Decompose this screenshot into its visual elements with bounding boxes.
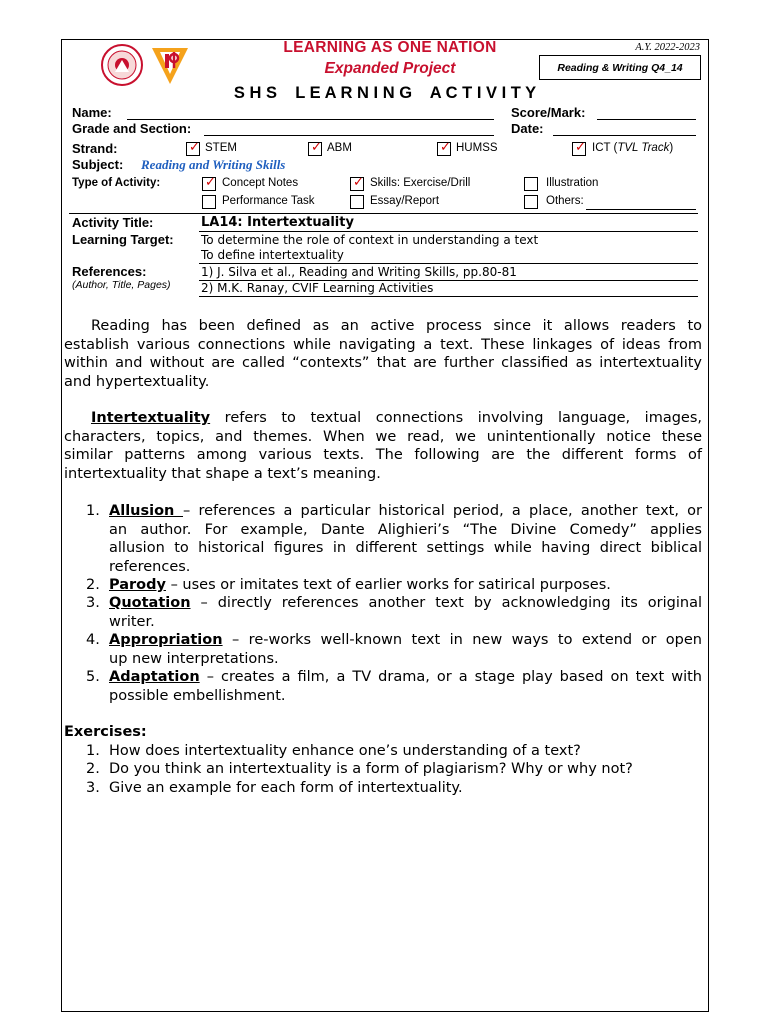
strand-humss-label: HUMSS (456, 142, 498, 154)
form-number: 2. (86, 577, 100, 593)
intertextuality-paragraph (64, 409, 702, 483)
activity-code-box (539, 55, 701, 80)
exercises-heading: Exercises: (64, 724, 147, 740)
allusion-term: Allusion (109, 503, 184, 519)
academic-year: A.Y. 2022-2023 (635, 42, 700, 53)
appropriation-term: Appropriation (109, 632, 223, 648)
name-label: Name: (72, 105, 112, 120)
intertextuality-line: characters, topics, and themes. When we read, we unintentionally notice these (64, 428, 702, 445)
page-title: LEARNING AS ONE NATION (283, 39, 497, 56)
check-icon: ✓ (311, 140, 322, 155)
parody-term: Parody (109, 577, 166, 593)
learning-target-underline (199, 263, 698, 264)
intro-line: and hypertextuality. (64, 373, 210, 390)
form-number: 3. (86, 595, 100, 611)
exercise-number: 1. (86, 743, 100, 759)
subject-value: Reading and Writing Skills (141, 157, 286, 172)
activity-heading: S H S L E A R N I N G A C T I V I T Y (233, 84, 537, 102)
intro-line: within and without are called “contexts” that are further classified as intertextuality (64, 355, 702, 371)
intertextuality-line: similar patterns among various texts. The following are the different forms of (64, 447, 702, 463)
learning-target-label: Learning Target: (72, 232, 174, 247)
learning-target-2: To define intertextuality (201, 248, 344, 262)
references-note: (Author, Title, Pages) (72, 279, 171, 291)
others-field[interactable] (586, 209, 696, 210)
quotation-term: Quotation (109, 595, 191, 611)
reference-2-underline (199, 296, 698, 297)
type-performance-task-checkbox[interactable] (202, 195, 216, 209)
strand-stem-label: STEM (205, 142, 237, 154)
form-item-appropriation: Appropriation – re-works well-known text in new ways to extend or open up new interpretations. (109, 632, 702, 667)
score-label: Score/Mark: (511, 105, 586, 120)
strand-abm-checkbox[interactable] (308, 142, 322, 156)
type-skills-checkbox[interactable] (350, 177, 364, 191)
school-seal-logo (101, 44, 143, 86)
exercise-number: 2. (86, 761, 100, 777)
type-others-checkbox[interactable] (524, 195, 538, 209)
strand-abm-label: ABM (327, 142, 352, 154)
score-field[interactable] (597, 119, 696, 120)
check-icon: ✓ (205, 175, 216, 190)
form-item-quotation: Quotation – directly references another text by acknowledging its original writer. (109, 595, 702, 630)
form-item-allusion: Allusion – references a particular historical period, a place, another text, or an author. For example, Dante Alighieri’s “The Divine Comedy” applies allusion to historical figures in different settings while having direct biblical references. (109, 503, 702, 575)
check-icon: ✓ (440, 140, 451, 155)
intertextuality-term: Intertextuality (91, 410, 211, 426)
grade-label: Grade and Section: (72, 121, 192, 136)
type-illustration-label: Illustration (546, 177, 599, 189)
deped-project-logo (148, 42, 192, 86)
exercise-number: 3. (86, 780, 100, 796)
form-number: 1. (86, 503, 100, 519)
type-concept-notes-label: Concept Notes (222, 177, 299, 189)
form-number: 4. (86, 632, 100, 648)
adaptation-term: Adaptation (109, 669, 200, 685)
exercise-item: Give an example for each form of intertextuality. (109, 780, 463, 796)
type-skills-label: Skills: Exercise/Drill (370, 177, 471, 189)
activity-code: Reading & Writing Q4_14 (557, 62, 683, 74)
type-others-label: Others: (546, 195, 584, 207)
references-label: References: (72, 264, 147, 279)
activity-title-value: LA14: Intertextuality (201, 215, 354, 230)
intro-line: establish various connections while navigating a text. These linkages of ideas from (64, 336, 702, 353)
date-field[interactable] (553, 135, 696, 136)
reference-2: 2) M.K. Ranay, CVIF Learning Activities (201, 281, 434, 295)
section-divider (69, 213, 698, 214)
form-item-parody: Parody – uses or imitates text of earlier works for satirical purposes. (109, 577, 611, 593)
type-concept-notes-checkbox[interactable] (202, 177, 216, 191)
name-field[interactable] (127, 119, 494, 120)
check-icon: ✓ (353, 175, 364, 190)
strand-stem-checkbox[interactable] (186, 142, 200, 156)
type-performance-task-label: Performance Task (222, 195, 315, 207)
grade-field[interactable] (204, 135, 494, 136)
type-label: Type of Activity: (72, 177, 161, 189)
activity-title-underline (199, 231, 698, 232)
reference-1: 1) J. Silva et al., Reading and Writing Skills, pp.80-81 (201, 265, 517, 279)
activity-title-label: Activity Title: (72, 215, 154, 230)
check-icon: ✓ (189, 140, 200, 155)
date-label: Date: (511, 121, 544, 136)
intro-paragraph (64, 317, 702, 391)
type-essay-report-label: Essay/Report (370, 195, 440, 207)
exercise-item: Do you think an intertextuality is a form of plagiarism? Why or why not? (109, 761, 633, 777)
subject-label: Subject: (72, 157, 124, 172)
strand-ict-label: ICT (TVL Track) (592, 142, 674, 154)
type-illustration-checkbox[interactable] (524, 177, 538, 191)
form-number: 5. (86, 669, 100, 685)
strand-label: Strand: (72, 141, 118, 156)
type-essay-report-checkbox[interactable] (350, 195, 364, 209)
intro-line: Reading has been defined as an active process since it allows readers to (91, 318, 702, 334)
intertextuality-line: intertextuality that shape a text’s meaning. (64, 465, 381, 482)
exercise-item: How does intertextuality enhance one’s understanding of a text? (109, 743, 581, 759)
intertextuality-line-1: Intertextuality refers to textual connections involving language, images, (91, 410, 702, 426)
strand-ict-checkbox[interactable] (572, 142, 586, 156)
learning-target-1: To determine the role of context in understanding a text (201, 233, 539, 247)
check-icon: ✓ (575, 140, 586, 155)
strand-humss-checkbox[interactable] (437, 142, 451, 156)
form-item-adaptation: Adaptation – creates a film, a TV drama, or a stage play based on text with possible embellishment. (109, 669, 702, 704)
page-subtitle: Expanded Project (324, 60, 456, 77)
